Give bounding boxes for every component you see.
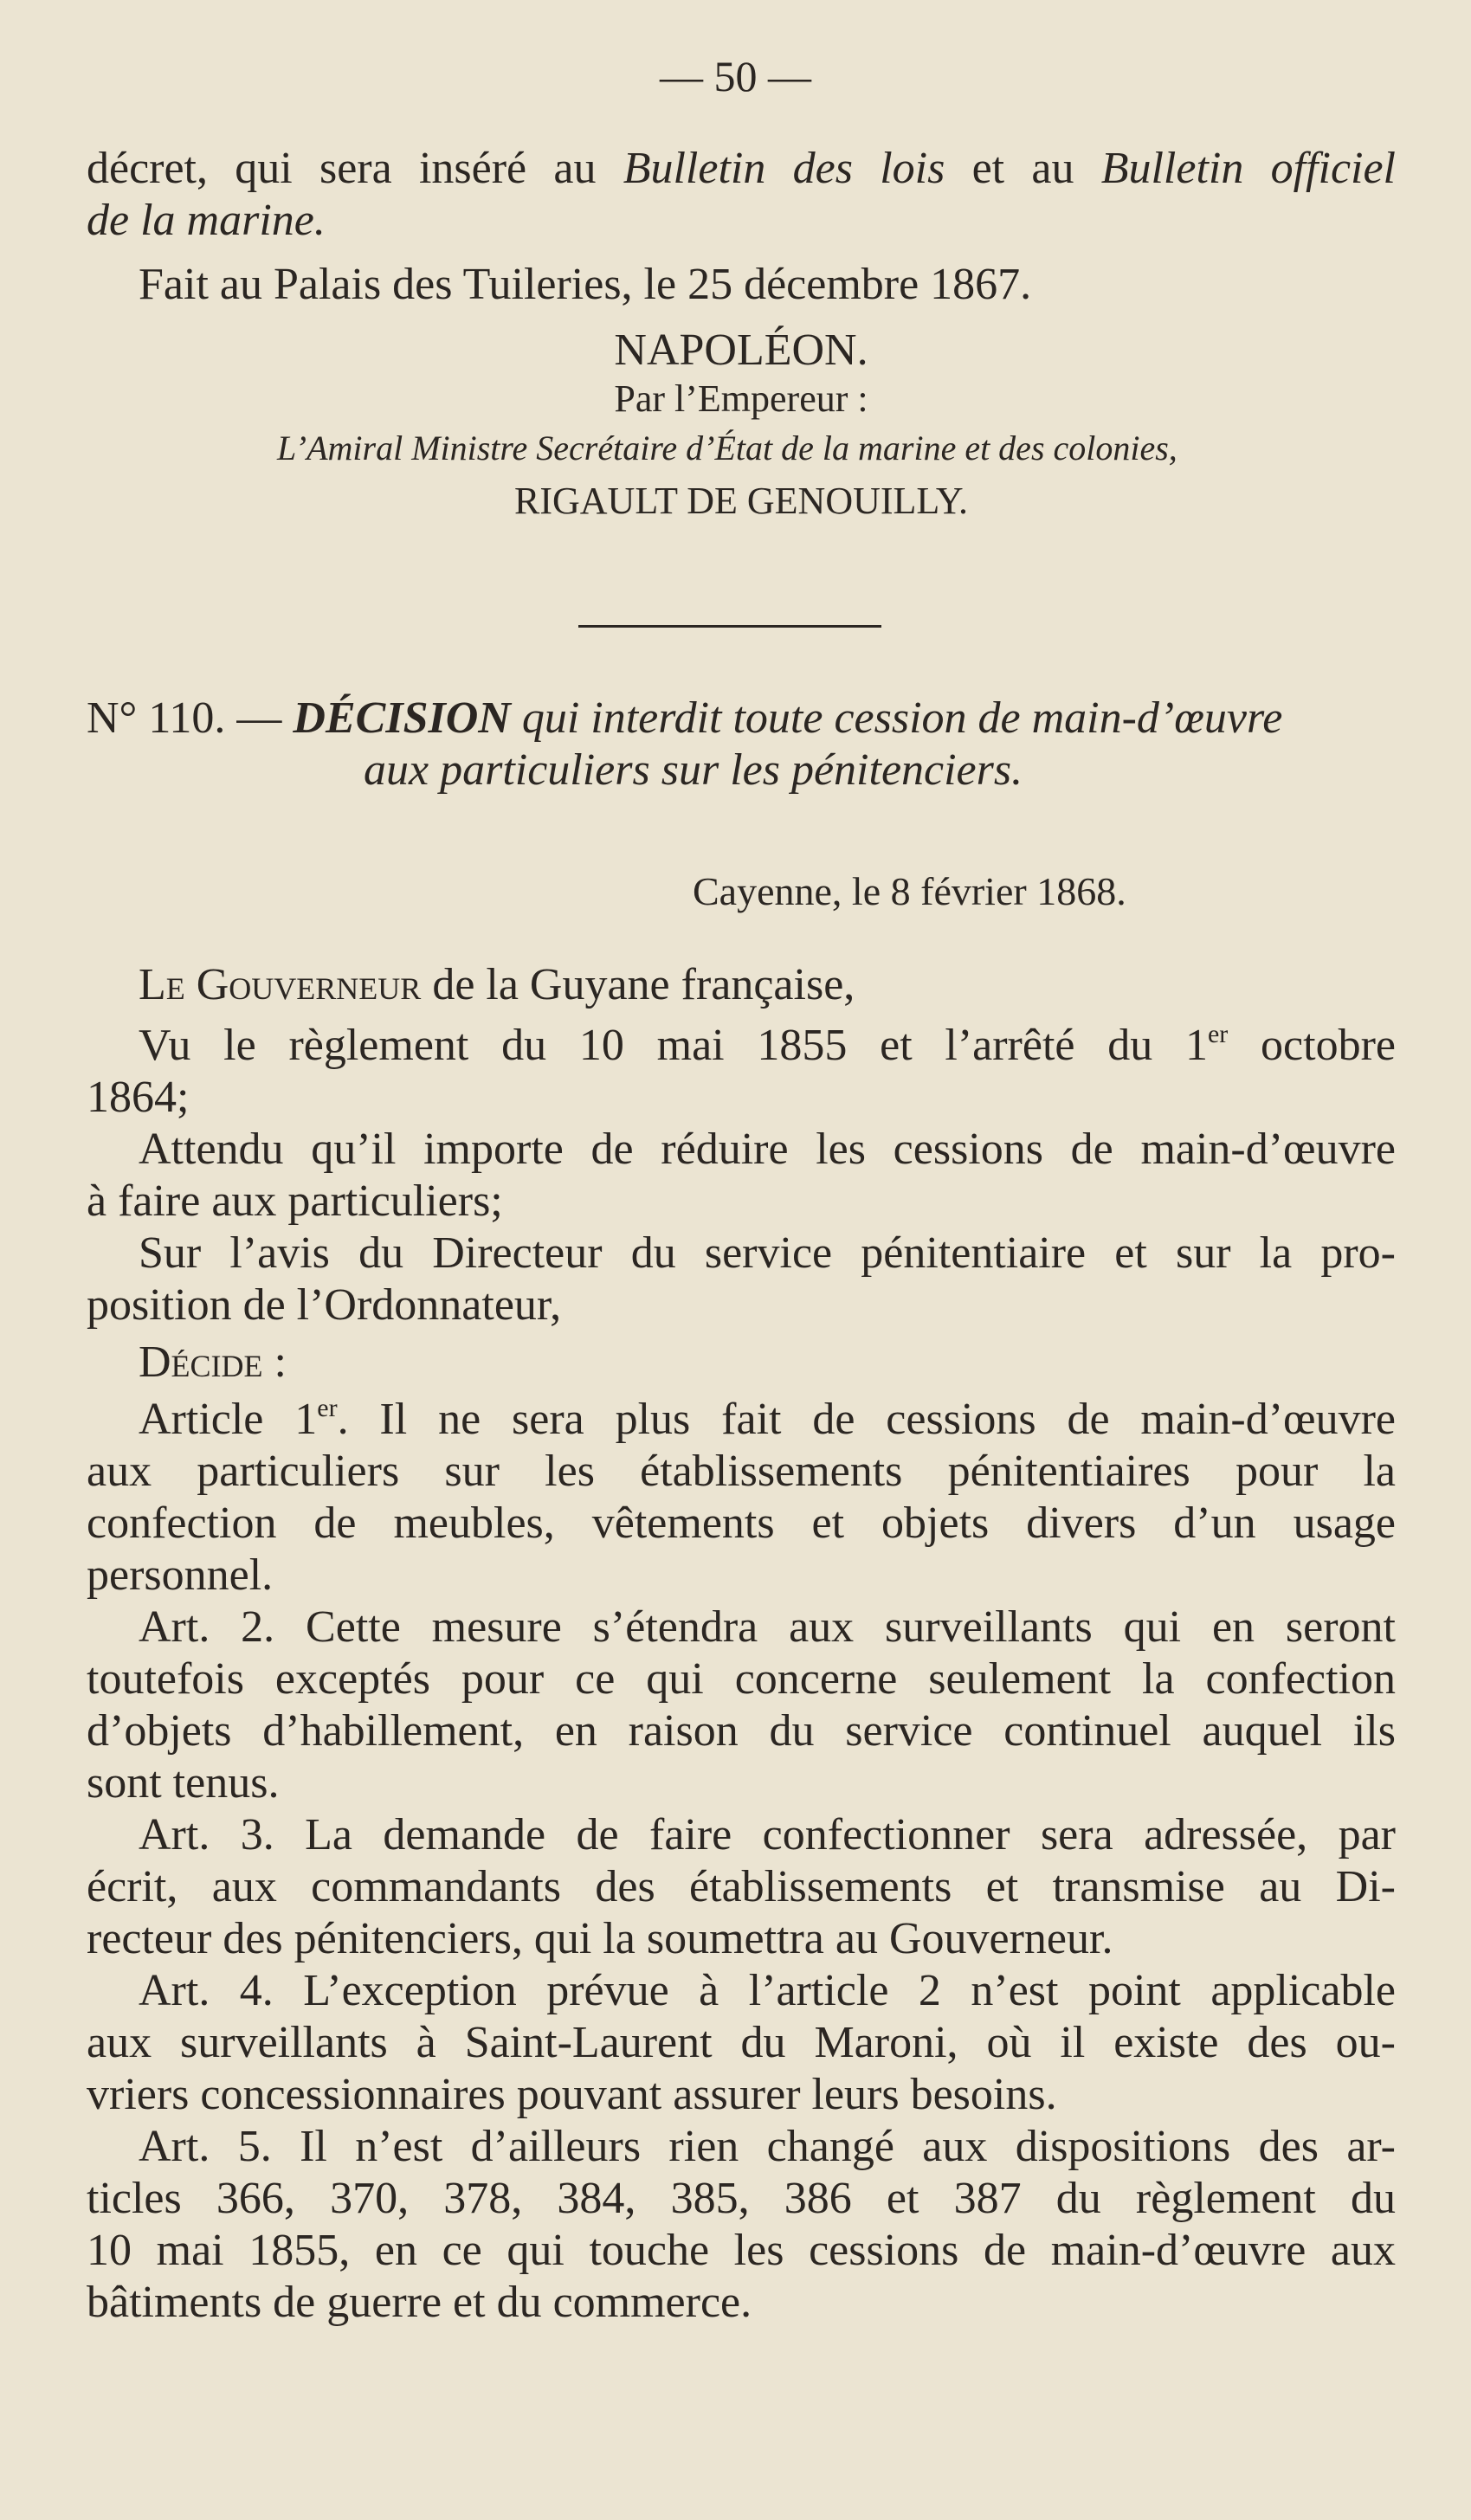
text-line: toutefois exceptés pour ce qui concerne seulement la confection <box>87 1654 1396 1704</box>
bulletin-des-lois-italic: Bulletin des lois <box>623 144 945 193</box>
decision-word: DÉCISION <box>293 693 511 743</box>
section-divider <box>578 625 881 628</box>
decision-title-line-1 <box>87 693 1396 744</box>
governor-line <box>87 959 1396 1011</box>
page-number: — 50 — <box>660 52 811 100</box>
text-line <box>87 1020 1396 1072</box>
decision-number: N° 110. <box>87 693 226 743</box>
text-run: Vu le règlement du 10 mai 1855 et l’arrêté du 1 <box>139 1021 1208 1070</box>
decision-body <box>87 959 1396 2329</box>
superscript: er <box>317 1394 338 1422</box>
article-3-line: Art. 3. La demande de faire confectionner sera adressée, par <box>139 1810 1396 1859</box>
text-line: ticles 366, 370, 378, 384, 385, 386 et 387 du règlement du <box>87 2174 1396 2223</box>
minister-name: RIGAULT DE GENOUILLY. <box>514 480 968 522</box>
text-line: vriers concessionnaires pouvant assurer leurs besoins. <box>87 2070 1057 2119</box>
text-line: recteur des pénitenciers, qui la soumettra au Gouverneur. <box>87 1914 1113 1963</box>
text-line: confection de meubles, vêtements et objets divers d’un usage <box>87 1498 1396 1548</box>
article-1-line <box>87 1394 1396 1446</box>
done-at-line: Fait au Palais des Tuileries, le 25 décembre 1867. <box>139 260 1032 309</box>
text-line: position de l’Ordonnateur, <box>87 1280 562 1330</box>
text-line: de la marine. <box>87 196 326 245</box>
text-line: Attendu qu’il importe de réduire les cessions de main-d’œuvre <box>139 1125 1396 1174</box>
text-line: aux surveillants à Saint-Laurent du Maroni, où il existe des ou- <box>87 2018 1396 2067</box>
text-line: à faire aux particuliers; <box>87 1176 503 1226</box>
minister-title: L’Amiral Ministre Secrétaire d’État de la marine et des colonies, <box>277 429 1177 467</box>
text-run: décret, qui sera inséré au <box>87 144 623 193</box>
text-run: . Il ne sera plus fait de cessions de main-d’œuvre <box>337 1395 1396 1444</box>
decision-heading <box>87 693 1396 796</box>
text-line: aux particuliers sur les établissements pénitentiaires pour la <box>87 1447 1396 1496</box>
text-run: et au <box>945 144 1101 193</box>
decide-line: Décide : <box>139 1337 287 1387</box>
text-line: bâtiments de guerre et du commerce. <box>87 2278 752 2327</box>
article-2-line: Art. 2. Cette mesure s’étendra aux surveillants qui en seront <box>139 1602 1396 1652</box>
text-line: écrit, aux commandants des établissements et transmise au Di- <box>87 1862 1396 1911</box>
superscript: er <box>1207 1020 1229 1048</box>
text-run: octobre <box>1228 1021 1396 1070</box>
text-line <box>87 143 1396 195</box>
text-line: sont tenus. <box>87 1758 280 1808</box>
previous-decree-ending <box>87 143 1396 527</box>
text-run: — <box>225 693 294 743</box>
text-line: 1864; <box>87 1073 190 1122</box>
article-5-line: Art. 5. Il n’est d’ailleurs rien changé aux dispositions des ar- <box>139 2122 1396 2171</box>
par-l-empereur: Par l’Empereur : <box>614 377 868 420</box>
text-run: qui interdit toute cession de main-d’œuvre <box>510 693 1283 743</box>
decision-title-line-2: aux particuliers sur les pénitenciers. <box>364 745 1023 795</box>
text-run: de la Guyane française, <box>421 960 855 1009</box>
text-line: 10 mai 1855, en ce qui touche les cessions de main-d’œuvre aux <box>87 2226 1396 2275</box>
text-line: personnel. <box>87 1550 274 1600</box>
text-line: d’objets d’habillement, en raison du service continuel auquel ils <box>87 1706 1396 1756</box>
article-4-line: Art. 4. L’exception prévue à l’article 2 n’est point applicable <box>139 1966 1396 2015</box>
bulletin-officiel-italic: Bulletin officiel <box>1100 144 1396 193</box>
place-date: Cayenne, le 8 février 1868. <box>693 869 1126 913</box>
governor-title: Le Gouverneur <box>139 960 422 1009</box>
text-line: Sur l’avis du Directeur du service pénitentiaire et sur la pro- <box>139 1228 1396 1278</box>
signature: NAPOLÉON. <box>614 325 868 375</box>
text-run: Article 1 <box>139 1395 318 1444</box>
